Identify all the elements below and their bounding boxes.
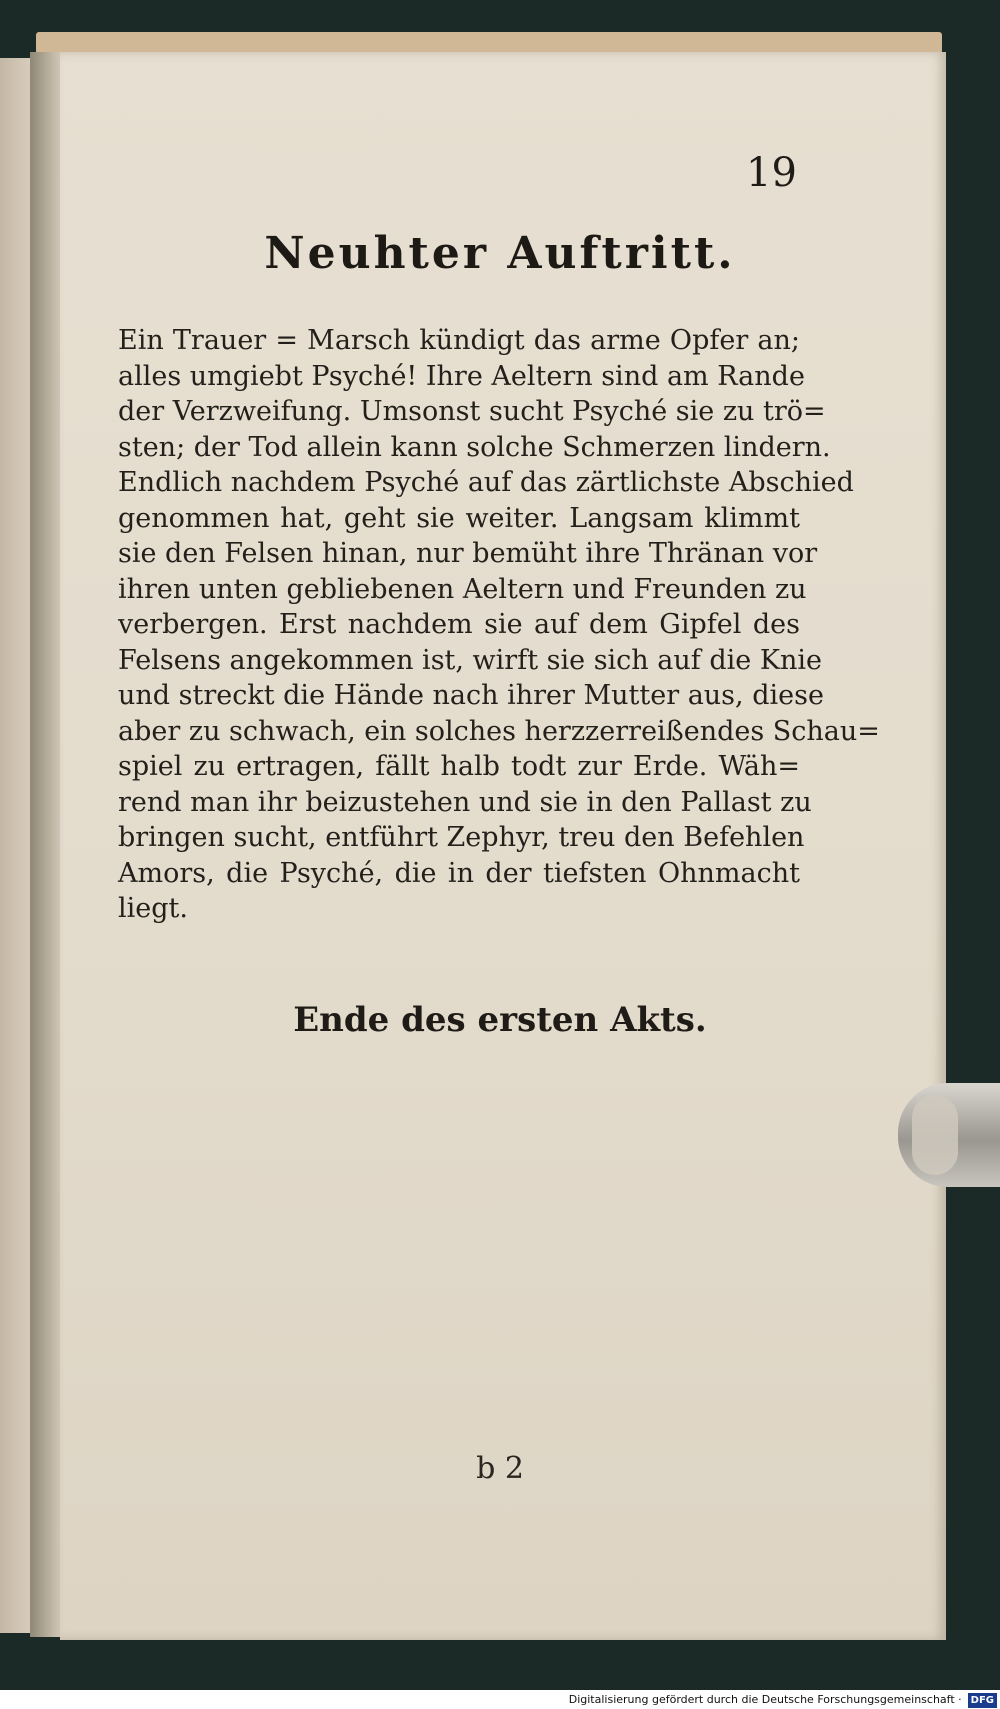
body-paragraph xyxy=(118,323,880,927)
body-line: Felsens angekommen ist, wirft sie sich auf die Knie xyxy=(118,644,822,676)
body-line: aber zu schwach, ein solches herzzerreißendes Schau= xyxy=(118,715,880,747)
footer-credit: Digitalisierung gefördert durch die Deutsche Forschungsgemeinschaft · xyxy=(568,1693,962,1706)
body-line: genommen hat, geht sie weiter. Langsam klimmt xyxy=(118,502,800,534)
act-end-line: Ende des ersten Akts. xyxy=(293,1000,707,1040)
body-line: liegt. xyxy=(118,893,188,924)
page-clip-highlight xyxy=(912,1095,958,1175)
body-line: bringen sucht, entführt Zephyr, treu den Befehlen xyxy=(118,822,805,853)
body-line: Amors, die Psyché, die in der tiefsten Ohnmacht xyxy=(118,857,800,889)
body-line: Endlich nachdem Psyché auf das zärtlichste Abschied xyxy=(118,467,854,498)
body-line: verbergen. Erst nachdem sie auf dem Gipfel des xyxy=(118,609,800,640)
signature-mark: b 2 xyxy=(476,1451,524,1486)
body-line: sten; der Tod allein kann solche Schmerzen lindern. xyxy=(118,431,831,463)
body-line: alles umgiebt Psyché! Ihre Aeltern sind am Rande xyxy=(118,360,805,392)
body-line: rend man ihr beizustehen und sie in den Pallast zu xyxy=(118,786,812,818)
body-line: sie den Felsen hinan, nur bemüht ihre Thränan vor xyxy=(118,538,818,569)
body-line: und streckt die Hände nach ihrer Mutter aus, diese xyxy=(118,680,824,711)
dfg-logo: DFG xyxy=(968,1693,997,1708)
footer-bar xyxy=(0,1690,1000,1709)
page-number: 19 xyxy=(746,150,797,196)
body-line: spiel zu ertragen, fällt halb todt zur Erde. Wäh= xyxy=(118,751,800,782)
body-line: Ein Trauer = Marsch kündigt das arme Opfer an; xyxy=(118,325,800,356)
body-line: ihren unten gebliebenen Aeltern und Freunden zu xyxy=(118,573,807,605)
scene-heading: Neuhter Auftritt. xyxy=(264,228,736,279)
body-line: der Verzweifung. Umsonst sucht Psyché sie zu trö= xyxy=(118,396,826,427)
book-top-edge xyxy=(36,32,942,54)
